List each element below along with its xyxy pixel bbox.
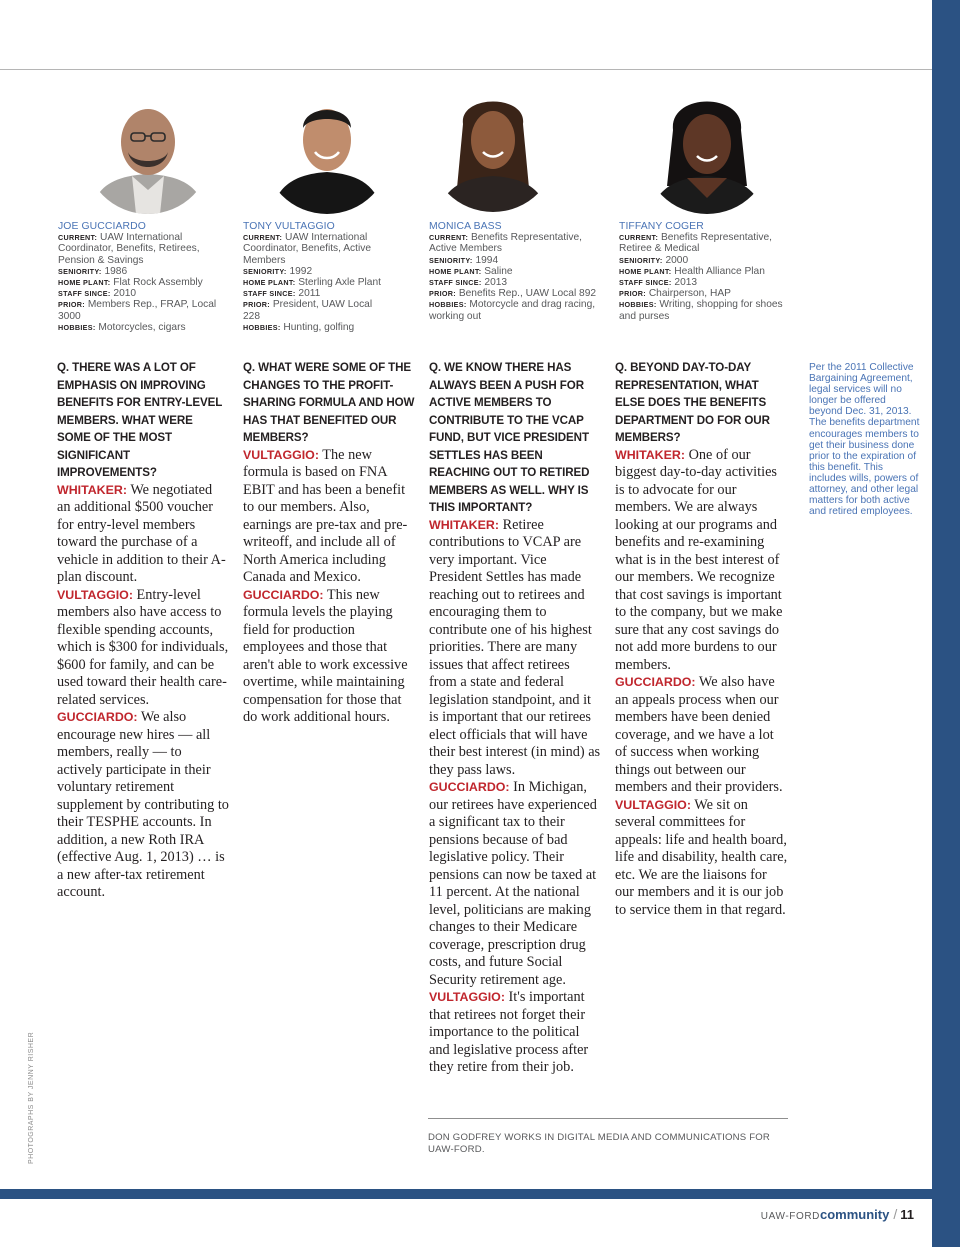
label-home-plant: HOME PLANT: bbox=[58, 278, 111, 288]
page-number: 11 bbox=[900, 1207, 914, 1222]
speaker-name: WHITAKER: bbox=[429, 517, 499, 532]
profile-seniority bbox=[58, 266, 228, 277]
label-current: CURRENT: bbox=[429, 233, 469, 243]
label-hobbies: HOBBIES: bbox=[243, 322, 281, 332]
label-hobbies: HOBBIES: bbox=[58, 322, 96, 332]
profile-hobbies bbox=[58, 322, 228, 333]
answer-paragraph bbox=[57, 482, 229, 587]
portrait-tiffany-coger bbox=[643, 86, 771, 214]
author-note: DON GODFREY WORKS IN DIGITAL MEDIA AND COMMUNICATIONS FOR UAW-FORD. bbox=[428, 1132, 771, 1155]
profile-current bbox=[429, 232, 599, 254]
answer-text: The new formula is based on FNA EBIT and has been a benefit to our members. Also, earnings are pre-tax and pre-writeoff, and include all of North America including Canada and Mexico. bbox=[243, 446, 408, 585]
answer-paragraph bbox=[57, 709, 229, 902]
qa-column bbox=[243, 359, 415, 727]
profile-bio bbox=[243, 221, 391, 333]
profile-seniority-value: 1994 bbox=[475, 254, 499, 266]
answer-text: We negotiated an additional $500 voucher for entry-level members toward the purchase of a vehicle in addition to their A-plan discount. bbox=[57, 481, 226, 585]
speaker-name: GUCCIARDO: bbox=[57, 710, 138, 724]
speaker-name: VULTAGGIO: bbox=[243, 447, 319, 462]
portrait-monica-bass bbox=[429, 84, 557, 212]
profile-seniority bbox=[243, 266, 391, 277]
speaker-name: VULTAGGIO: bbox=[429, 990, 505, 1004]
answer-text: We also have an appeals process when our members have been denied coverage, and we have a lot of success when working things out between our members and their providers. bbox=[615, 674, 783, 795]
label-seniority: SENIORITY: bbox=[429, 255, 473, 265]
profile-staff-since bbox=[429, 277, 599, 288]
profile-current-value: Benefits Representative, Active Members bbox=[429, 232, 582, 255]
profile-prior-value: Chairperson, HAP bbox=[648, 288, 731, 300]
profile-hobbies-value: Motorcycle and drag racing, working out bbox=[429, 299, 596, 322]
profile-seniority bbox=[619, 255, 787, 266]
profile-home-plant bbox=[429, 266, 599, 277]
label-prior: PRIOR: bbox=[619, 289, 646, 299]
label-seniority: SENIORITY: bbox=[58, 266, 102, 276]
label-staff-since: STAFF SINCE: bbox=[243, 289, 296, 299]
answer-text: It's important that retirees not forget their importance to the political and legislative process after they retire from their job. bbox=[429, 989, 589, 1075]
profile-hobbies-value: Motorcycles, cigars bbox=[98, 321, 186, 333]
profile-staff-since bbox=[243, 288, 391, 299]
answer-paragraph bbox=[429, 517, 601, 780]
speaker-name: VULTAGGIO: bbox=[57, 587, 133, 602]
label-current: CURRENT: bbox=[58, 233, 98, 243]
page-folio bbox=[761, 1206, 914, 1224]
profile-prior bbox=[429, 288, 599, 299]
profile-staff-since-value: 2010 bbox=[113, 288, 137, 300]
profile-home-plant-value: Saline bbox=[484, 265, 513, 277]
profile-home-plant-value: Flat Rock Assembly bbox=[113, 277, 203, 289]
answer-text: One of our biggest day-to-day activities is to advocate for our members. We are always looking at our programs and benefits and re-examining what is in the best interest of our members. We recognize that cost savings is important to the company, but we make sure that any cost savings do not add more burdens to our members. bbox=[615, 446, 783, 673]
answer-text: Retiree contributions to VCAP are very important. Vice President Settles has made reaching out to retirees and encouraging them to contribute one of his highest priorities. There are many issues that affect retirees from a state and federal legislation standpoint, and it is important that our retirees elect officials that will have their best interest (in mind) as they pass laws. bbox=[429, 516, 601, 778]
profile-hobbies-value: Hunting, golfing bbox=[283, 321, 355, 333]
answer-paragraph bbox=[615, 447, 788, 675]
profile-current-value: UAW International Coordinator, Benefits, Active Members bbox=[243, 232, 371, 266]
label-hobbies: HOBBIES: bbox=[619, 300, 657, 310]
profile-name: JOE GUCCIARDO bbox=[58, 221, 146, 232]
label-home-plant: HOME PLANT: bbox=[243, 278, 296, 288]
profile-prior-value: Benefits Rep., UAW Local 892 bbox=[458, 288, 597, 300]
profile-seniority-value: 1992 bbox=[289, 265, 313, 277]
profile-prior-value: President, UAW Local 228 bbox=[243, 299, 373, 322]
profile-staff-since bbox=[619, 277, 787, 288]
question-heading: Q. WE KNOW THERE HAS ALWAYS BEEN A PUSH FOR ACTIVE MEMBERS TO CONTRIBUTE TO THE VCAP FUND, BUT VICE PRESIDENT SETTLES HAS BEEN REACHING OUT TO RETIRED MEMBERS AS WELL. WHY IS THIS IMPORTANT? bbox=[429, 361, 590, 514]
label-hobbies: HOBBIES: bbox=[429, 300, 467, 310]
profile-bio bbox=[58, 221, 228, 333]
label-prior: PRIOR: bbox=[243, 300, 270, 310]
label-seniority: SENIORITY: bbox=[243, 266, 287, 276]
profile-home-plant bbox=[619, 266, 787, 277]
profile-prior bbox=[58, 299, 228, 321]
label-home-plant: HOME PLANT: bbox=[619, 266, 672, 276]
speaker-name: GUCCIARDO: bbox=[615, 675, 696, 689]
label-seniority: SENIORITY: bbox=[619, 255, 663, 265]
label-current: CURRENT: bbox=[619, 233, 659, 243]
qa-column bbox=[429, 359, 601, 1077]
answer-text: We sit on several committees for appeals: life and health board, life and disability, health care, etc. We are the liaisons for our members and it is our job to service them in that regard. bbox=[615, 796, 788, 918]
question-heading: Q. THERE WAS A LOT OF EMPHASIS ON IMPROVING BENEFITS FOR ENTRY-LEVEL MEMBERS. WHAT WERE SOME OF THE MOST SIGNIFICANT IMPROVEMENTS? bbox=[57, 361, 223, 479]
speaker-name: VULTAGGIO: bbox=[615, 797, 691, 812]
profile-prior bbox=[619, 288, 787, 299]
profile-staff-since-value: 2013 bbox=[484, 277, 508, 289]
answer-paragraph bbox=[615, 674, 788, 797]
profile-current-value: Benefits Representative, Retiree & Medical bbox=[619, 232, 772, 255]
answer-paragraph bbox=[429, 989, 601, 1077]
profile-seniority bbox=[429, 255, 599, 266]
speaker-name: GUCCIARDO: bbox=[429, 780, 510, 794]
question-heading: Q. BEYOND DAY-TO-DAY REPRESENTATION, WHAT ELSE DOES THE BENEFITS DEPARTMENT DO FOR OUR MEMBERS? bbox=[615, 361, 770, 444]
profile-name: MONICA BASS bbox=[429, 221, 502, 232]
profile-current bbox=[58, 232, 228, 266]
label-prior: PRIOR: bbox=[58, 300, 85, 310]
label-staff-since: STAFF SINCE: bbox=[619, 278, 672, 288]
portrait-joe-gucciardo bbox=[84, 86, 212, 214]
profile-hobbies bbox=[243, 322, 391, 333]
profile-name: TIFFANY COGER bbox=[619, 221, 704, 232]
magazine-name: community bbox=[820, 1207, 890, 1222]
answer-paragraph bbox=[615, 797, 788, 920]
profile-current bbox=[619, 232, 787, 254]
profile-hobbies bbox=[619, 299, 787, 321]
answer-text: Entry-level members also have access to flexible spending accounts, which is $300 for individuals, $600 for family, and can be used toward their health care-related services. bbox=[57, 586, 229, 708]
label-home-plant: HOME PLANT: bbox=[429, 266, 482, 276]
profile-name: TONY VULTAGGIO bbox=[243, 221, 335, 232]
profile-home-plant bbox=[58, 277, 228, 288]
answer-text: We also encourage new hires — all members, really — to actively participate in their voluntary retirement supplement by contributing to their TESPHE accounts. In addition, a new Roth IRA (effective Aug. 1, 2013) … is a new after-tax retirement account. bbox=[57, 709, 229, 900]
profile-staff-since bbox=[58, 288, 228, 299]
profile-home-plant-value: Health Alliance Plan bbox=[674, 265, 765, 277]
profile-current bbox=[243, 232, 391, 266]
profile-prior bbox=[243, 299, 391, 321]
label-current: CURRENT: bbox=[243, 233, 283, 243]
speaker-name: WHITAKER: bbox=[57, 482, 127, 497]
profile-seniority-value: 1986 bbox=[104, 265, 128, 277]
sidebar-note: Per the 2011 Collective Bargaining Agreement, legal services will no longer be offered beyond Dec. 31, 2013. The benefits department encourages members to get their business done prior to the expiration of this benefit. This includes wills, powers of attorney, and other legal matters for both active and retired employees. bbox=[809, 362, 920, 518]
profile-bio bbox=[429, 221, 599, 322]
profile-home-plant bbox=[243, 277, 391, 288]
footer-rule bbox=[428, 1118, 788, 1119]
photo-credit: PHOTOGRAPHS BY JENNY RISHER bbox=[28, 1031, 35, 1164]
label-prior: PRIOR: bbox=[429, 289, 456, 299]
profile-bio bbox=[619, 221, 787, 322]
profile-seniority-value: 2000 bbox=[665, 254, 689, 266]
page-edge-bar bbox=[932, 0, 960, 1247]
publication-name: UAW-FORD bbox=[760, 1211, 821, 1222]
qa-column bbox=[57, 359, 229, 902]
footer-bar bbox=[0, 1189, 932, 1199]
answer-paragraph bbox=[429, 779, 601, 989]
qa-column bbox=[615, 359, 788, 919]
answer-paragraph bbox=[243, 447, 415, 587]
speaker-name: GUCCIARDO: bbox=[243, 587, 324, 602]
profile-home-plant-value: Sterling Axle Plant bbox=[298, 277, 381, 289]
portrait-tony-vultaggio bbox=[263, 86, 391, 214]
profile-staff-since-value: 2011 bbox=[298, 288, 321, 300]
answer-text: In Michigan, our retirees have experienced a significant tax to their pensions because of bad legislative policy. Their pensions can now be taxed at 11 percent. At the national level, politicians are making changes to their Medicare coverage, prescription drug costs, and future Social Security retirement age. bbox=[429, 779, 597, 988]
profile-prior-value: Members Rep., FRAP, Local 3000 bbox=[58, 299, 217, 322]
profile-hobbies bbox=[429, 299, 599, 321]
answer-paragraph bbox=[243, 587, 415, 727]
answer-paragraph bbox=[57, 587, 229, 710]
label-staff-since: STAFF SINCE: bbox=[58, 289, 111, 299]
answer-text: This new formula levels the playing field for production employees and those that aren't able to work excessive overtime, while maintaining compensation for those that do work additional hours. bbox=[243, 586, 408, 725]
folio-separator: / bbox=[893, 1206, 898, 1222]
profile-current-value: UAW International Coordinator, Benefits, Retirees, Pension & Savings bbox=[58, 232, 200, 266]
speaker-name: WHITAKER: bbox=[615, 447, 685, 462]
label-staff-since: STAFF SINCE: bbox=[429, 278, 482, 288]
top-rule bbox=[0, 69, 932, 70]
profile-staff-since-value: 2013 bbox=[674, 277, 698, 289]
profile-hobbies-value: Writing, shopping for shoes and purses bbox=[619, 299, 783, 322]
question-heading: Q. WHAT WERE SOME OF THE CHANGES TO THE PROFIT-SHARING FORMULA AND HOW HAS THAT BENEFITED OUR MEMBERS? bbox=[243, 361, 415, 444]
